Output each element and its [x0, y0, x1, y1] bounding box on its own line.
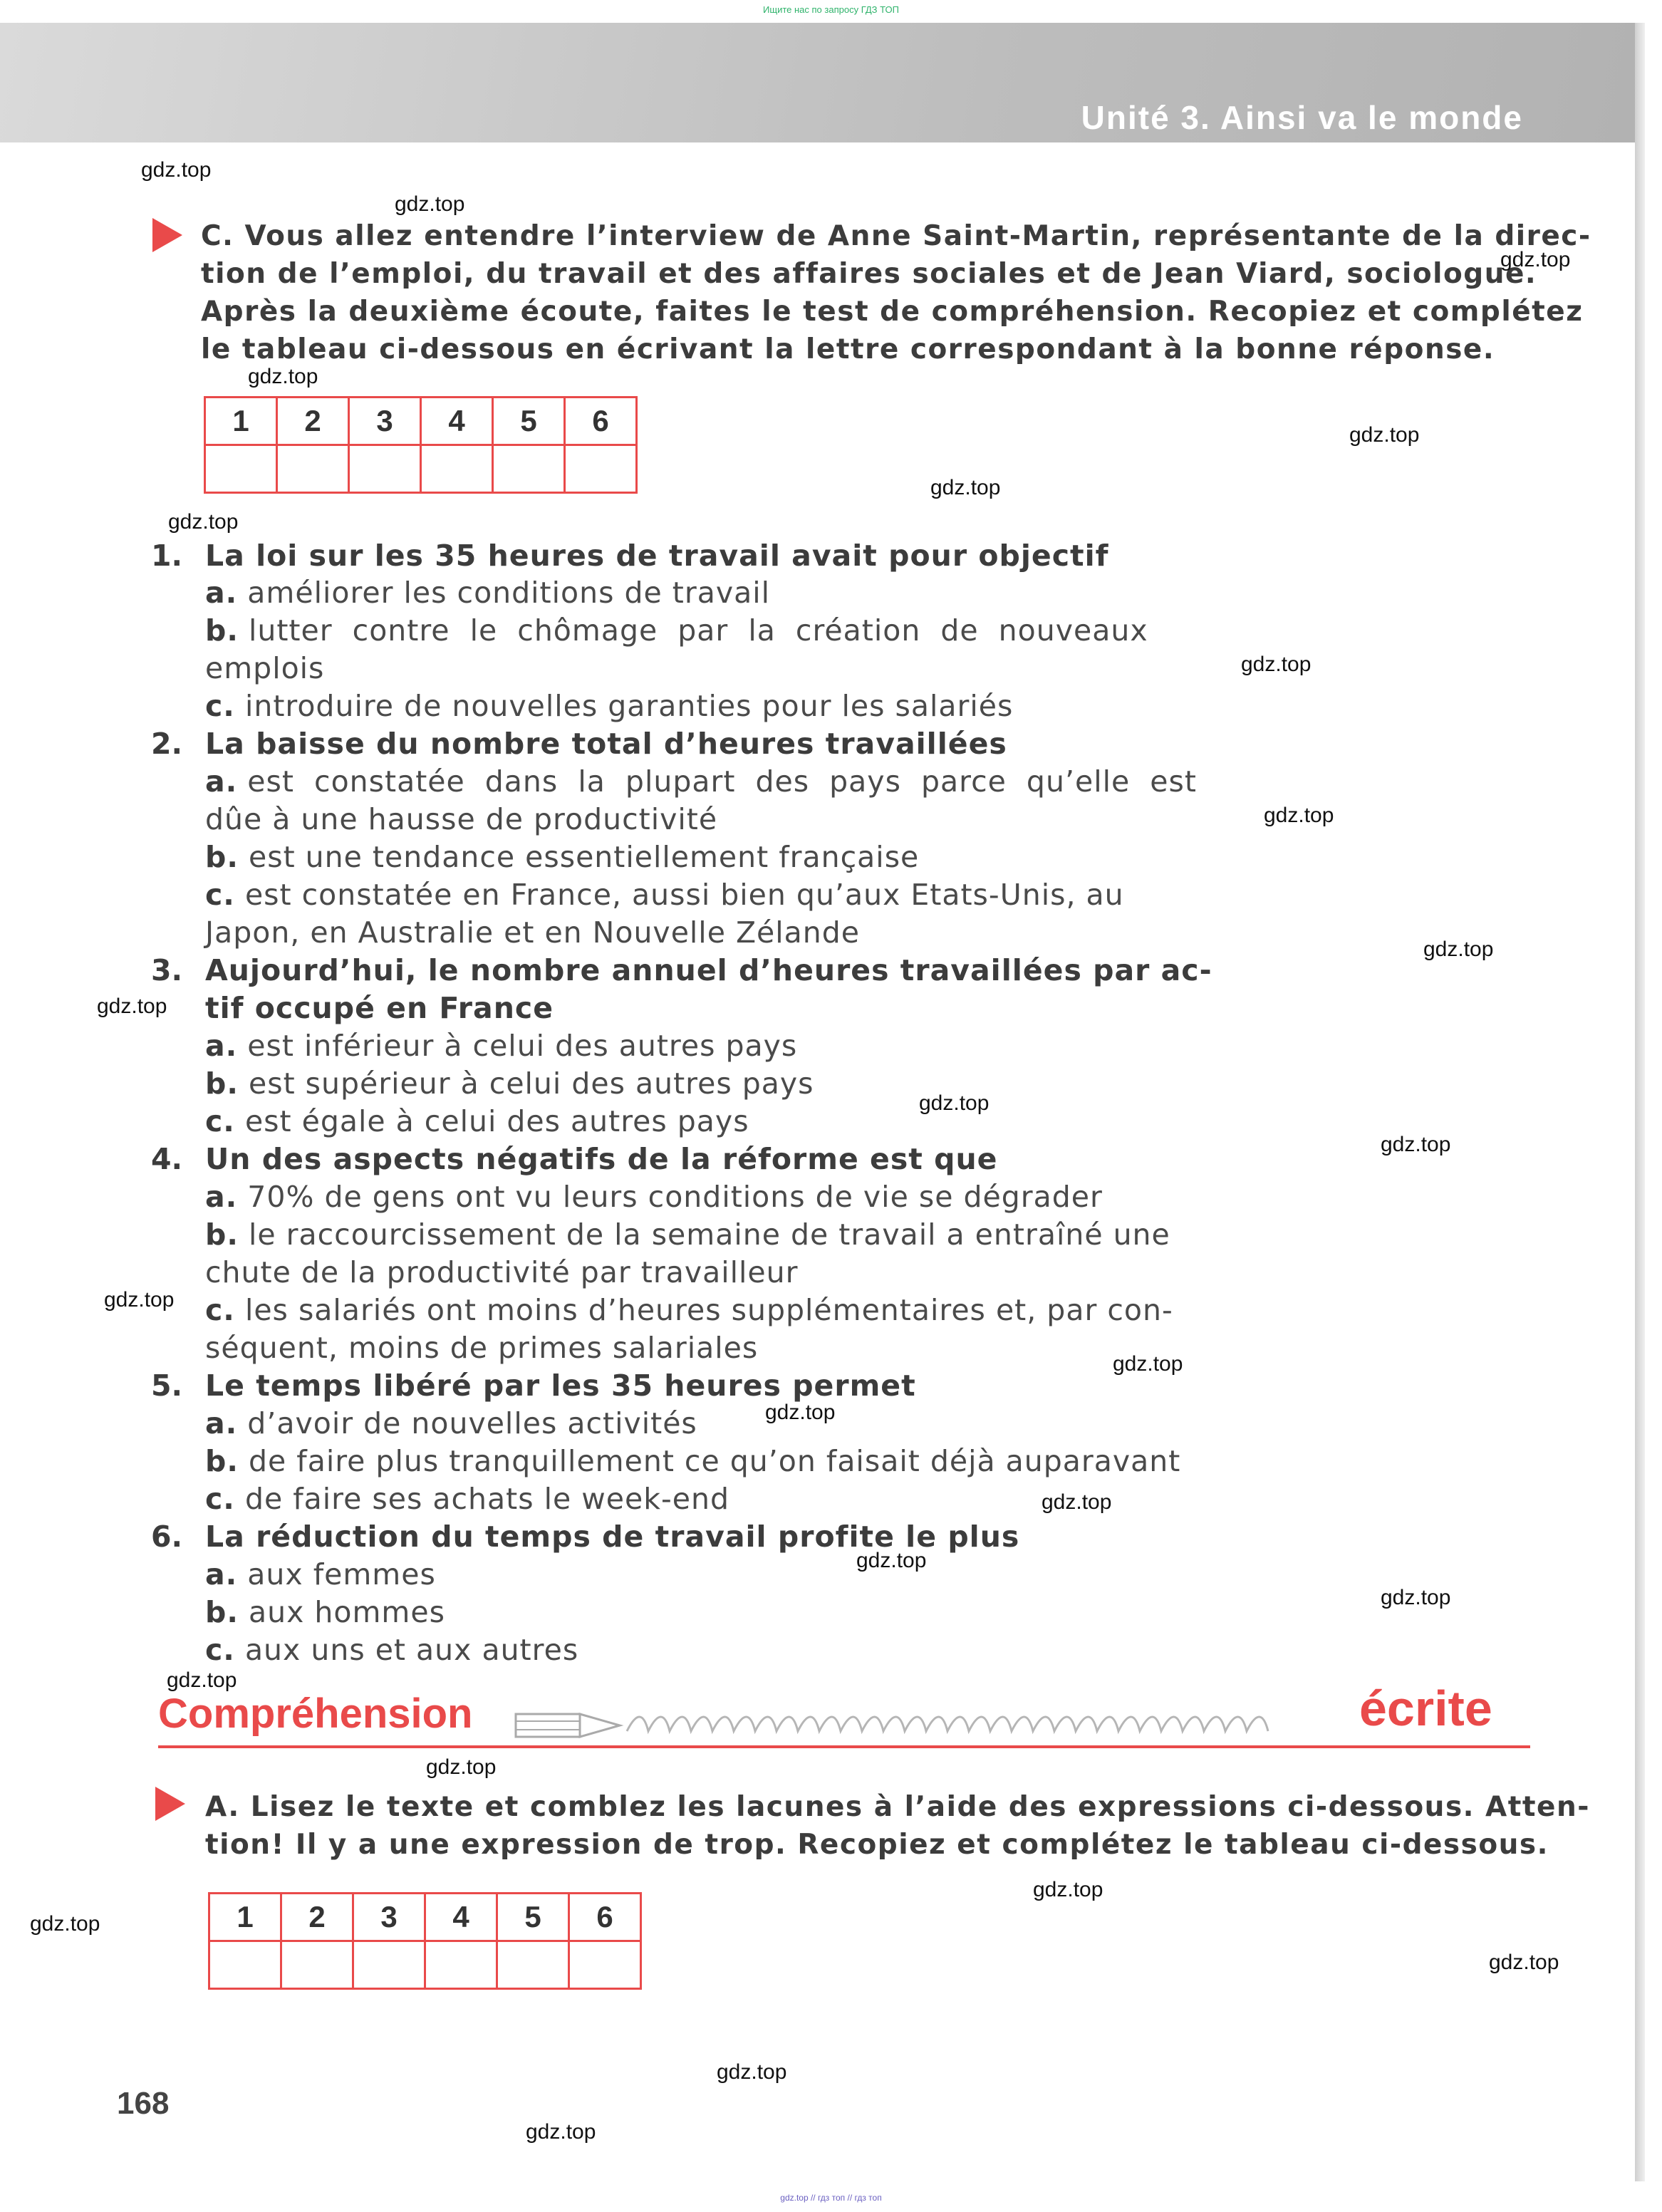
- option-line: [205, 612, 1148, 650]
- option-line: [205, 574, 770, 612]
- question-text: Le temps libéré par les 35 heures permet: [205, 1369, 916, 1403]
- table-header-cell: 3: [349, 398, 421, 445]
- section-title-left: Compréhension: [158, 1691, 473, 1737]
- exercise-a-triangle-icon: [155, 1787, 185, 1821]
- option-letter: b.: [205, 613, 239, 648]
- option-text: de faire plus tranquillement ce qu’on faisait déjà auparavant: [248, 1444, 1181, 1478]
- question-text: La baisse du nombre total d’heures travaillées: [205, 727, 1007, 761]
- watermark-text: gdz.top: [30, 1912, 100, 1936]
- question-text: La réduction du temps de travail profite le plus: [205, 1520, 1020, 1554]
- table-header-cell: 2: [281, 1894, 353, 1941]
- option-letter: b.: [205, 1595, 239, 1629]
- option-text: améliorer les conditions de travail: [247, 576, 770, 610]
- answer-cell[interactable]: [497, 1941, 569, 1989]
- option-line: [205, 1027, 797, 1065]
- watermark-text: gdz.top: [765, 1401, 836, 1424]
- option-text: est supérieur à celui des autres pays: [248, 1066, 814, 1101]
- option-letter: c.: [205, 1482, 235, 1516]
- instruction-line: A. Lisez le texte et comblez les lacunes à l’aide des expressions ci-dessous. Atten-: [205, 1791, 1590, 1823]
- option-line: [205, 1631, 578, 1669]
- table-header-cell: 1: [205, 398, 277, 445]
- instruction-line: Après la deuxième écoute, faites le test de compréhension. Recopiez et complétez: [201, 296, 1584, 328]
- exercise-c-instructions: [201, 217, 1591, 368]
- option-text: lutter contre le chômage par la création de nouveaux: [248, 613, 1148, 648]
- watermark-text: gdz.top: [426, 1755, 497, 1779]
- watermark-text: gdz.top: [1381, 1586, 1451, 1609]
- option-text: aux hommes: [248, 1595, 445, 1629]
- bottom-banner-text: gdz.top // гдз топ // гдз топ: [780, 2193, 882, 2203]
- option-text: introduire de nouvelles garanties pour les salariés: [244, 689, 1014, 723]
- question-number: 3.: [151, 953, 183, 987]
- answer-cell[interactable]: [425, 1941, 497, 1989]
- option-line: [205, 1103, 749, 1141]
- option-text: est égale à celui des autres pays: [244, 1104, 749, 1138]
- option-line: [205, 687, 1013, 725]
- watermark-text: gdz.top: [1500, 248, 1571, 271]
- question-number: 6.: [151, 1520, 183, 1554]
- watermark-text: gdz.top: [1489, 1951, 1559, 1974]
- option-text: aux femmes: [247, 1557, 436, 1592]
- option-text: Japon, en Australie et en Nouvelle Zélande: [205, 915, 861, 950]
- option-letter: c.: [205, 1104, 235, 1138]
- answer-cell[interactable]: [277, 445, 349, 493]
- table-header-cell: 5: [493, 398, 565, 445]
- option-letter: b.: [205, 840, 239, 874]
- option-letter: a.: [205, 764, 238, 799]
- answer-cell[interactable]: [569, 1941, 641, 1989]
- option-line: [205, 1556, 436, 1594]
- table-header-cell: 1: [209, 1894, 281, 1941]
- option-line: [205, 1065, 814, 1103]
- option-letter: b.: [205, 1444, 239, 1478]
- option-line: [205, 1480, 729, 1518]
- pencil-scribble-icon: [513, 1701, 1354, 1751]
- instruction-line: tion de l’emploi, du travail et des affaires sociales et de Jean Viard, sociologue.: [201, 258, 1537, 290]
- option-letter: c.: [205, 1633, 235, 1667]
- table-header-cell: 6: [569, 1894, 641, 1941]
- answer-cell[interactable]: [205, 445, 277, 493]
- watermark-text: gdz.top: [930, 476, 1001, 499]
- watermark-text: gdz.top: [526, 2120, 596, 2144]
- instruction-line: tion! Il y a une expression de trop. Recopiez et complétez le tableau ci-dessous.: [205, 1829, 1549, 1861]
- option-text: aux uns et aux autres: [244, 1633, 579, 1667]
- watermark-text: gdz.top: [919, 1091, 990, 1115]
- answer-table-a: [208, 1892, 642, 1990]
- watermark-text: gdz.top: [1241, 653, 1312, 676]
- option-text: emplois: [205, 651, 325, 685]
- watermark-text: gdz.top: [1033, 1878, 1103, 1901]
- question-text: La loi sur les 35 heures de travail avait pour objectif: [205, 539, 1109, 573]
- answer-cell[interactable]: [421, 445, 493, 493]
- option-line: [205, 763, 1197, 801]
- question-number: 2.: [151, 727, 183, 761]
- watermark-text: gdz.top: [717, 2060, 787, 2084]
- question-text: Aujourd’hui, le nombre annuel d’heures travaillées par ac-: [205, 953, 1212, 987]
- option-text: dûe à une hausse de productivité: [205, 802, 718, 836]
- option-letter: b.: [205, 1066, 239, 1101]
- option-text: de faire ses achats le week-end: [244, 1482, 730, 1516]
- question-text: Un des aspects négatifs de la réforme est que: [205, 1142, 998, 1176]
- page-edge: [1635, 23, 1645, 2181]
- watermark-text: gdz.top: [1381, 1133, 1451, 1156]
- table-header-cell: 3: [353, 1894, 425, 1941]
- answer-cell[interactable]: [349, 445, 421, 493]
- option-letter: a.: [205, 576, 238, 610]
- watermark-text: gdz.top: [168, 510, 239, 534]
- question-number: 5.: [151, 1369, 183, 1403]
- option-line: [205, 1443, 1180, 1480]
- exercise-c-triangle-icon: [152, 218, 182, 252]
- watermark-text: gdz.top: [1113, 1352, 1183, 1376]
- option-text: est inférieur à celui des autres pays: [247, 1029, 798, 1063]
- answer-table-c: [204, 396, 638, 494]
- table-header-cell: 6: [565, 398, 637, 445]
- option-letter: c.: [205, 689, 235, 723]
- option-text: les salariés ont moins d’heures supplémentaires et, par con-: [244, 1293, 1173, 1327]
- answer-cell[interactable]: [281, 1941, 353, 1989]
- option-letter: c.: [205, 878, 235, 912]
- option-letter: c.: [205, 1293, 235, 1327]
- option-text: 70% de gens ont vu leurs conditions de vie se dégrader: [247, 1180, 1103, 1214]
- option-letter: a.: [205, 1180, 238, 1214]
- option-line: [205, 1178, 1103, 1216]
- question-number: 1.: [151, 539, 183, 573]
- watermark-text: gdz.top: [97, 995, 167, 1018]
- option-text: séquent, moins de primes salariales: [205, 1331, 759, 1365]
- section-title-right: écrite: [1359, 1681, 1492, 1736]
- option-text: est une tendance essentiellement française: [248, 840, 920, 874]
- option-line: [205, 1594, 445, 1631]
- watermark-text: gdz.top: [248, 365, 318, 388]
- answer-cell[interactable]: [209, 1941, 281, 1989]
- page-number: 168: [117, 2086, 170, 2121]
- table-header-cell: 2: [277, 398, 349, 445]
- table-header-cell: 4: [421, 398, 493, 445]
- option-line: [205, 838, 919, 876]
- option-text: est constatée dans la plupart des pays parce qu’elle est: [247, 764, 1197, 799]
- option-letter: b.: [205, 1217, 239, 1252]
- section-rule: [158, 1745, 1530, 1748]
- watermark-text: gdz.top: [1349, 423, 1420, 447]
- option-line: [205, 876, 1124, 914]
- option-text: est constatée en France, aussi bien qu’aux Etats-Unis, au: [244, 878, 1124, 912]
- option-text: chute de la productivité par travailleur: [205, 1255, 799, 1289]
- instruction-line: le tableau ci-dessous en écrivant la lettre correspondant à la bonne réponse.: [201, 333, 1495, 365]
- option-line: [205, 1405, 697, 1443]
- option-letter: a.: [205, 1557, 238, 1592]
- watermark-text: gdz.top: [1423, 938, 1494, 961]
- answer-cell[interactable]: [565, 445, 637, 493]
- watermark-text: gdz.top: [104, 1288, 175, 1312]
- option-line: [205, 1216, 1170, 1254]
- unit-title: Unité 3. Ainsi va le monde: [1081, 99, 1523, 136]
- question-number: 4.: [151, 1142, 183, 1176]
- option-text: d’avoir de nouvelles activités: [247, 1406, 697, 1440]
- watermark-text: gdz.top: [856, 1549, 927, 1572]
- option-letter: a.: [205, 1406, 238, 1440]
- watermark-text: gdz.top: [167, 1668, 237, 1692]
- instruction-line: C. Vous allez entendre l’interview de Anne Saint-Martin, représentante de la direc-: [201, 220, 1591, 252]
- watermark-text: gdz.top: [1264, 804, 1334, 827]
- exercise-a-instructions: [205, 1788, 1590, 1864]
- top-banner-text: Ищите нас по запросу ГДЗ ТОП: [763, 4, 899, 15]
- watermark-text: gdz.top: [395, 192, 465, 216]
- watermark-text: gdz.top: [141, 158, 212, 182]
- table-header-cell: 4: [425, 1894, 497, 1941]
- question-text: tif occupé en France: [205, 991, 554, 1025]
- option-text: le raccourcissement de la semaine de travail a entraîné une: [248, 1217, 1170, 1252]
- option-line: [205, 1292, 1173, 1329]
- table-header-cell: 5: [497, 1894, 569, 1941]
- answer-cell[interactable]: [493, 445, 565, 493]
- answer-cell[interactable]: [353, 1941, 425, 1989]
- option-letter: a.: [205, 1029, 238, 1063]
- watermark-text: gdz.top: [1042, 1490, 1112, 1514]
